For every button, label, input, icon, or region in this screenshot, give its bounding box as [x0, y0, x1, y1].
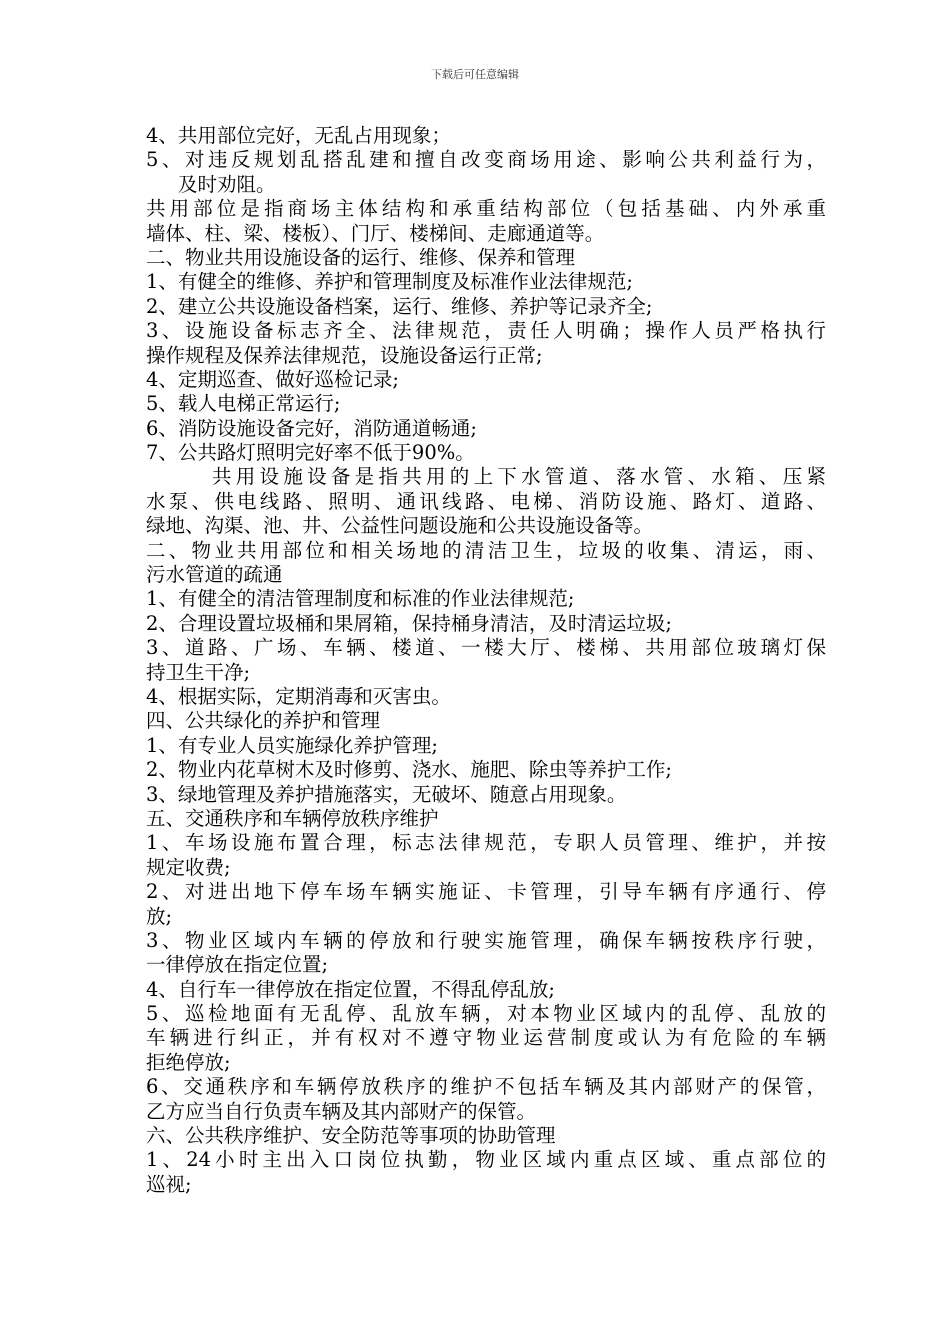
text-line: 共用部位是指商场主体结构和承重结构部位（包括基础、内外承重 — [146, 197, 826, 221]
text-line: 3、道路、广场、车辆、楼道、一楼大厅、楼梯、共用部位玻璃灯保 — [146, 636, 826, 660]
text-line: 5、巡检地面有无乱停、乱放车辆，对本物业区域内的乱停、乱放的 — [146, 1002, 826, 1026]
text-line: 4、自行车一律停放在指定位置，不得乱停乱放; — [146, 977, 555, 1001]
text-line: 拒绝停放; — [146, 1050, 231, 1074]
page-header: 下载后可任意编辑 — [431, 68, 519, 81]
text-line: 5、对违反规划乱搭乱建和擅自改变商场用途、影响公共利益行为， — [146, 148, 826, 172]
text-line: 水泵、供电线路、照明、通讯线路、电梯、消防设施、路灯、道路、 — [146, 489, 826, 513]
text-line: 1、有健全的清洁管理制度和标准的作业法律规范; — [146, 587, 575, 611]
text-line: 2、对进出地下停车场车辆实施证、卡管理，引导车辆有序通行、停 — [146, 880, 826, 904]
text-line: 车辆进行纠正，并有权对不遵守物业运营制度或认为有危险的车辆 — [146, 1026, 826, 1050]
text-line: 二、物业共用设施设备的运行、维修、保养和管理 — [146, 245, 576, 269]
text-line: 3、设施设备标志齐全、法律规范，责任人明确；操作人员严格执行 — [146, 319, 826, 343]
text-line: 乙方应当自行负责车辆及其内部财产的保管。 — [146, 1099, 537, 1123]
text-line: 2、建立公共设施设备档案，运行、维修、养护等记录齐全; — [146, 294, 653, 318]
text-line: 3、物业区域内车辆的停放和行驶实施管理，确保车辆按秩序行驶， — [146, 928, 826, 952]
text-line: 五、交通秩序和车辆停放秩序维护 — [146, 806, 439, 830]
text-line: 放; — [146, 904, 173, 928]
text-line: 共用设施设备是指共用的上下水管道、落水管、水箱、压紧 — [212, 465, 826, 489]
text-line: 规定收费; — [146, 855, 231, 879]
text-line: 5、载人电梯正常运行; — [146, 392, 341, 416]
text-line: 6、消防设施设备完好，消防通道畅通; — [146, 416, 477, 440]
text-line: 及时劝阻。 — [178, 172, 276, 196]
text-line: 墙体、柱、梁、楼板）、门厅、楼梯间、走廊通道等。 — [146, 221, 605, 245]
text-line: 1、有专业人员实施绿化养护管理; — [146, 733, 438, 757]
text-line: 四、公共绿化的养护和管理 — [146, 709, 381, 733]
text-line: 六、公共秩序维护、安全防范等事项的协助管理 — [146, 1124, 556, 1148]
document-body — [146, 124, 826, 1197]
text-line: 4、根据实际，定期消毒和灭害虫。 — [146, 684, 451, 708]
text-line: 二、物业共用部位和相关场地的清洁卫生，垃圾的收集、清运，雨、 — [146, 538, 826, 562]
text-line: 4、定期巡查、做好巡检记录; — [146, 367, 399, 391]
text-line: 污水管道的疏通 — [146, 563, 283, 587]
text-line: 持卫生干净; — [146, 660, 251, 684]
text-line: 绿地、沟渠、池、井、公益性问题设施和公共设施设备等。 — [146, 514, 654, 538]
text-line: 4、共用部位完好，无乱占用现象； — [146, 124, 451, 147]
text-line: 1、24小时主出入口岗位执勤，物业区域内重点区域、重点部位的 — [146, 1148, 826, 1172]
text-line: 巡视; — [146, 1172, 192, 1196]
text-line: 1、车场设施布置合理，标志法律规范，专职人员管理、维护，并按 — [146, 831, 826, 855]
text-line: 操作规程及保养法律规范，设施设备运行正常; — [146, 343, 543, 367]
text-line: 一律停放在指定位置; — [146, 953, 329, 977]
text-line: 2、物业内花草树木及时修剪、浇水、施肥、除虫等养护工作; — [146, 758, 672, 782]
text-line: 1、有健全的维修、养护和管理制度及标准作业法律规范; — [146, 270, 633, 294]
text-line: 6、交通秩序和车辆停放秩序的维护不包括车辆及其内部财产的保管， — [146, 1075, 826, 1099]
text-line: 3、绿地管理及养护措施落实，无破坏、随意占用现象。 — [146, 782, 627, 806]
text-line: 2、合理设置垃圾桶和果屑箱，保持桶身清洁，及时清运垃圾; — [146, 611, 672, 635]
text-line: 7、公共路灯照明完好率不低于90%。 — [146, 441, 475, 465]
